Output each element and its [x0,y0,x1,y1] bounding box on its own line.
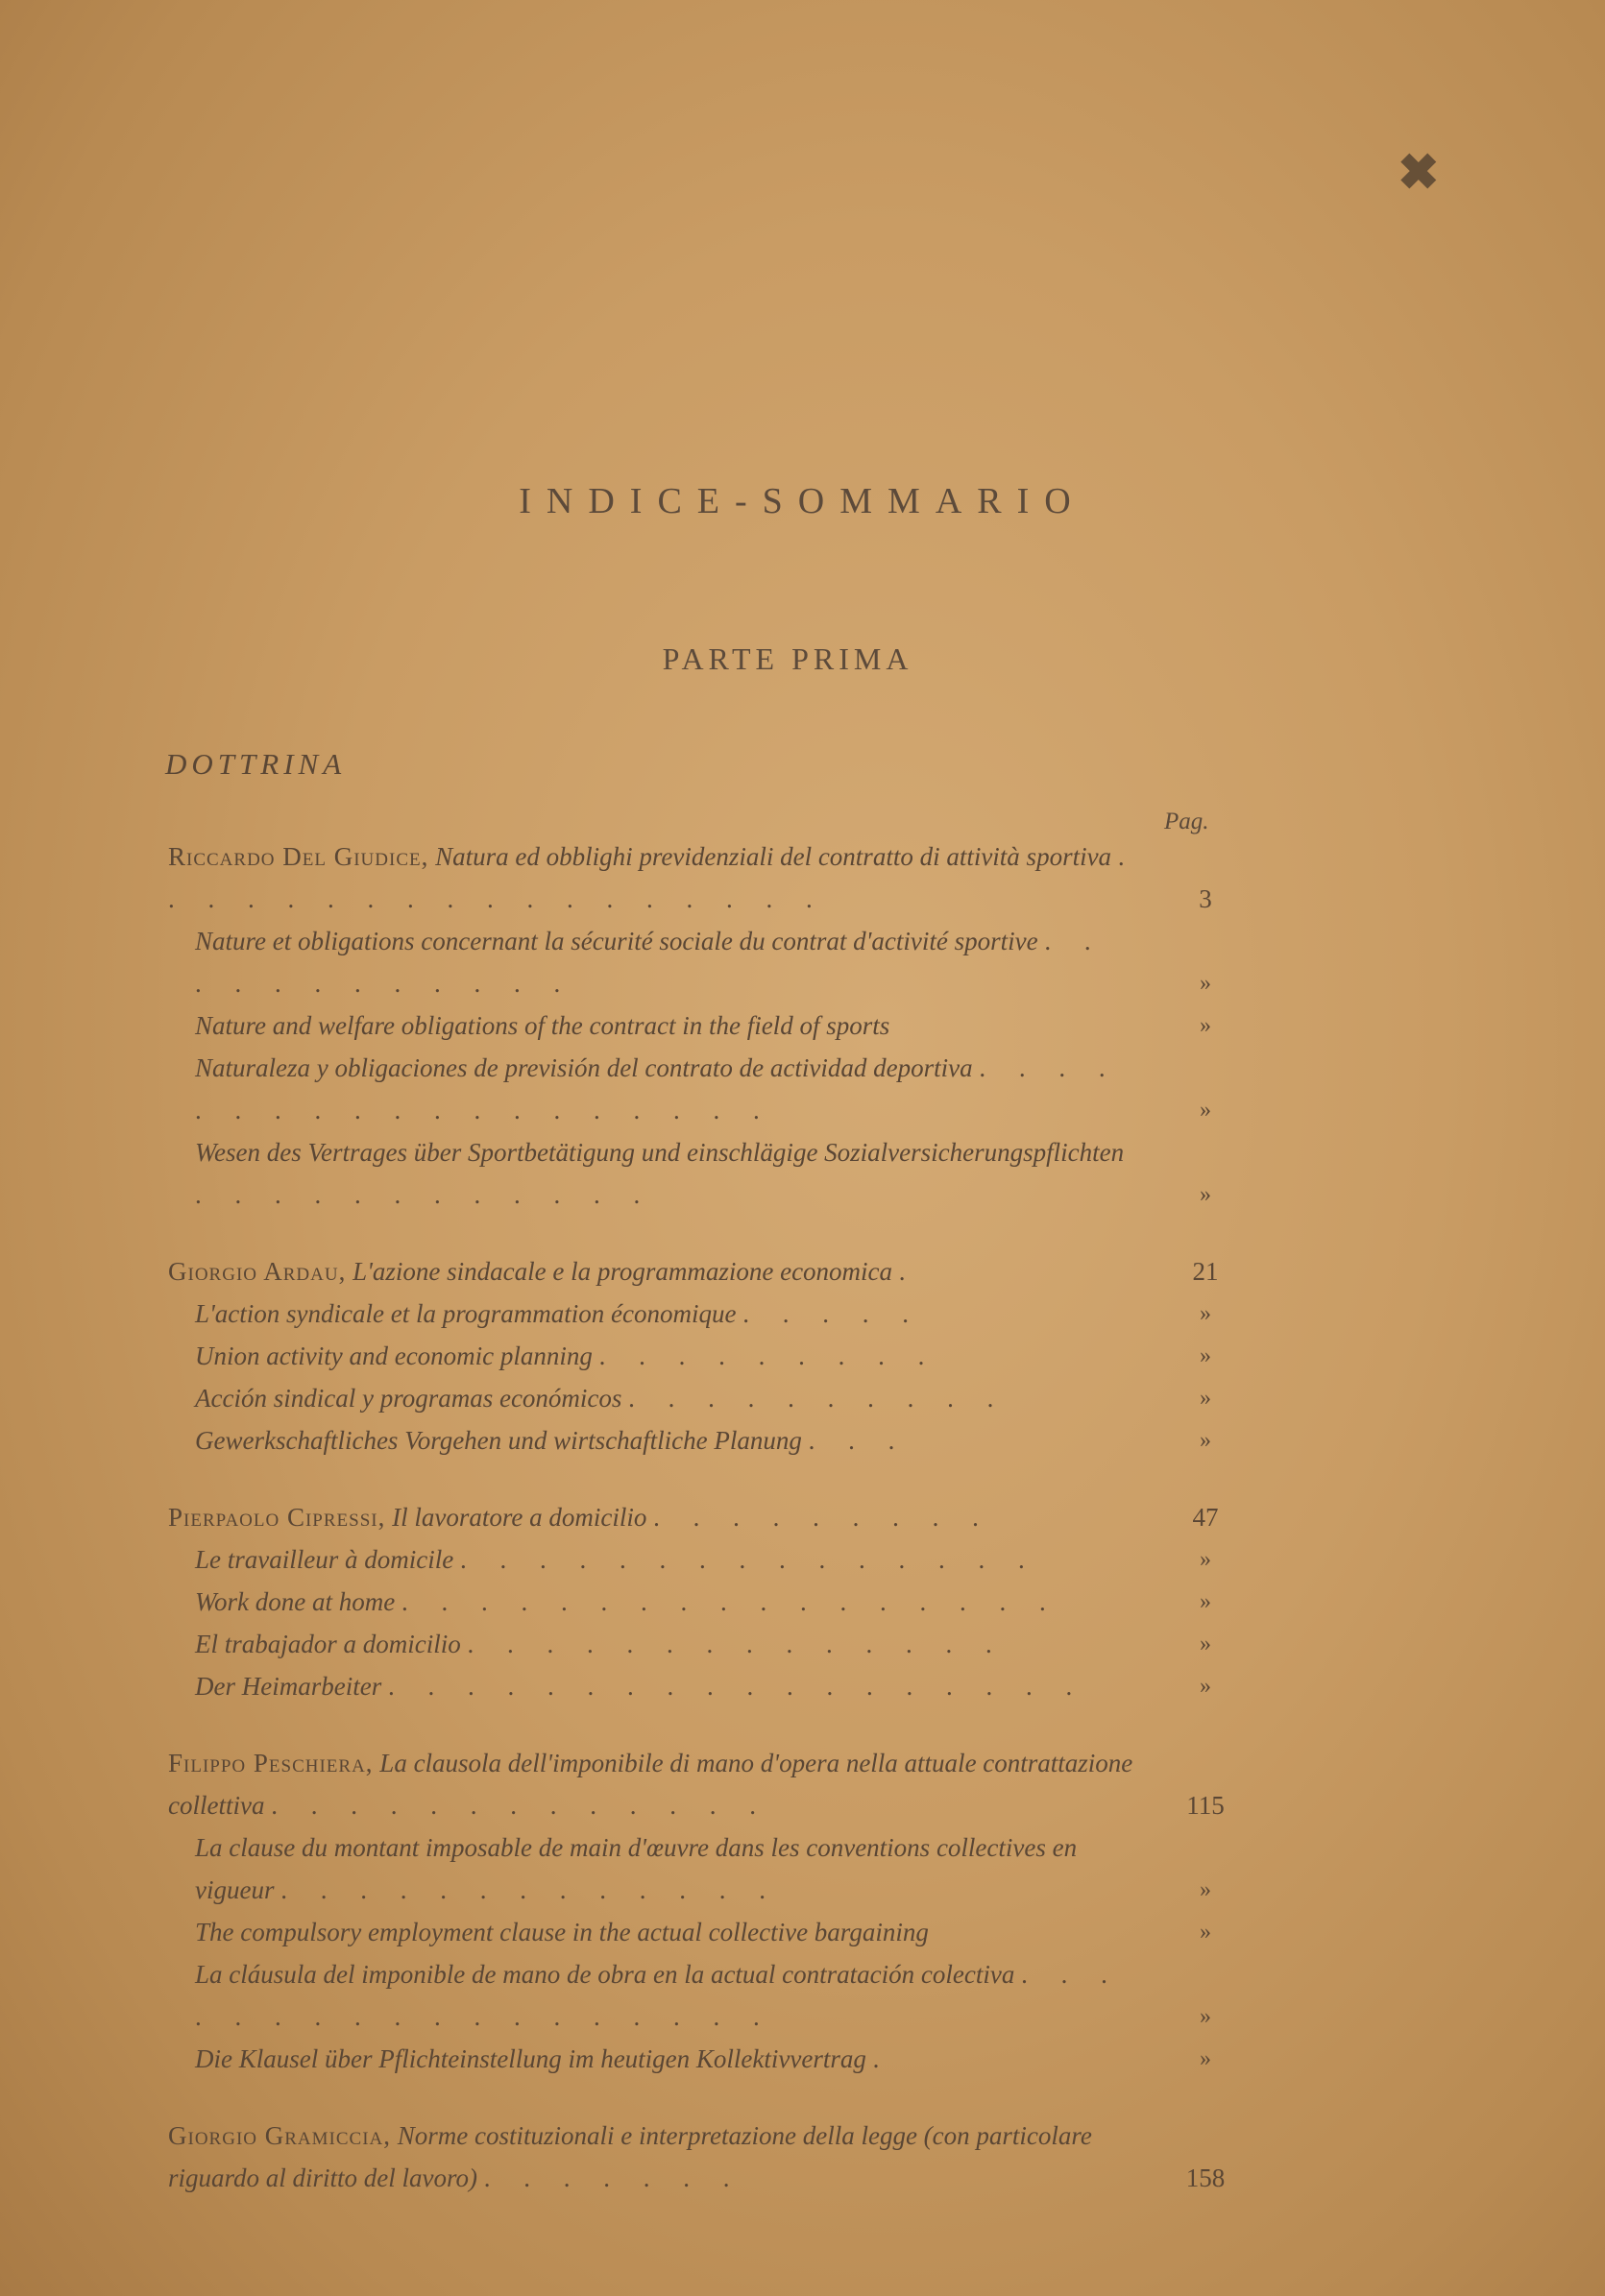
leader-dots: . . . . . . . . . . . . . . . . . . [195,1960,1121,2031]
toc-translation-line [168,1131,1234,1216]
corner-mark: ✖ [1398,146,1440,201]
entry-title: Natura ed obblighi previdenziali del contratto di attività sportiva [435,842,1112,871]
ditto-mark: » [1200,1182,1211,1207]
entry-title: Norme costituzionali e interpretazione della legge (con particolare riguardo al diritto del lavoro) [168,2121,1092,2192]
translation-title: Naturaleza y obligaciones de previsión del contrato de actividad deportiva [195,1053,973,1082]
ditto-mark: » [1200,1301,1211,1326]
toc-main-line [168,1250,1234,1293]
leader-dots: . . . . . . . . . . . . . [280,1875,779,1904]
ditto-mark: » [1200,1589,1211,1614]
translation-title: Gewerkschaftliches Vorgehen und wirtschaftliche Planung [195,1426,802,1455]
translation-title: Der Heimarbeiter [195,1672,382,1701]
toc-translation-line [168,1826,1234,1911]
leader-dots: . . . . . . . . . . . . . . . . . [401,1587,1059,1616]
leader-dots: . . . . . [742,1299,922,1328]
page-column-label: Pag. [1164,809,1209,834]
ditto-mark: » [1200,1674,1211,1699]
toc-translation-line [168,1419,1234,1462]
toc-main-line [168,835,1234,920]
entry-author: Pierpaolo Cipressi, [168,1503,386,1532]
ditto-mark: » [1200,2046,1211,2071]
toc-translation-line [168,1953,1234,2038]
toc-entry [168,2115,1234,2199]
toc-translation-line [168,1004,1234,1047]
toc-main-line [168,1496,1234,1538]
toc-translation-line [168,1377,1234,1419]
leader-dots: . [898,1257,919,1286]
toc-main-line [168,2115,1234,2199]
toc-translation-line [168,1581,1234,1623]
translation-title: La cláusula del imponible de mano de obra en la actual contratación colectiva [195,1960,1015,1989]
entry-page-number: 47 [1192,1503,1219,1532]
translation-title: La clause du montant imposable de main d'œuvre dans les conventions collectives en vigueur [195,1833,1078,1904]
leader-dots: . . . . . . . [483,2163,743,2192]
entry-author: Giorgio Gramiccia, [168,2121,391,2150]
leader-dots: . . . . . . . . . . . . [195,1180,654,1209]
entry-page-number: 115 [1186,1791,1225,1820]
ditto-mark: » [1200,1098,1211,1123]
toc-translation-line [168,1623,1234,1665]
translation-title: Union activity and economic planning [195,1341,593,1370]
leader-dots: . . . . . . . . . . . . . . . . . . [387,1672,1086,1701]
toc-translation-line [168,920,1234,1004]
leader-dots: . . . . . . . . . . . . . . [467,1630,1006,1658]
ditto-mark: » [1200,1343,1211,1368]
toc-entry [168,1496,1234,1707]
entry-page-number: 21 [1192,1257,1219,1286]
entry-title: Il lavoratore a domicilio [392,1503,647,1532]
toc-translation-line [168,1911,1234,1953]
entry-author: Giorgio Ardau, [168,1257,347,1286]
toc-translation-line [168,2038,1234,2080]
toc-translation-line [168,1047,1234,1131]
translation-title: Le travailleur à domicile [195,1545,454,1574]
translation-title: The compulsory employment clause in the actual collective bargaining [195,1918,929,1946]
ditto-mark: » [1200,1920,1211,1945]
leader-dots: . . . . . . . . . . . . . . . . . . . [195,1053,1119,1124]
translation-title: L'action syndicale et la programmation économique [195,1299,737,1328]
translation-title: Work done at home [195,1587,396,1616]
toc-translation-line [168,1538,1234,1581]
ditto-mark: » [1200,2004,1211,2029]
toc-entry [168,835,1234,1216]
toc-translation-line [168,1335,1234,1377]
entry-title: La clausola dell'imponibile di mano d'opera nella attuale contrattazione collettiva [168,1749,1133,1820]
entry-title: L'azione sindacale e la programmazione economica [353,1257,893,1286]
toc-translation-line [168,1293,1234,1335]
leader-dots: . . . . . . . . . . . . . . . [459,1545,1038,1574]
leader-dots: . . . . . . . . . [598,1341,938,1370]
leader-dots: . . . . . . . . . . . . [195,927,1105,998]
leader-dots: . . . . . . . . . . . . . [271,1791,769,1820]
toc-list [168,835,1234,2234]
translation-title: Acción sindical y programas económicos [195,1384,622,1413]
ditto-mark: » [1200,1428,1211,1453]
translation-title: Nature et obligations concernant la sécurité sociale du contrat d'activité sportive [195,927,1038,955]
entry-page-number: 158 [1185,2163,1226,2192]
toc-main-line [168,1742,1234,1826]
entry-author: Riccardo Del Giudice, [168,842,429,871]
ditto-mark: » [1200,1547,1211,1572]
toc-entry [168,1250,1234,1462]
ditto-mark: » [1200,971,1211,996]
leader-dots: . . . . . . . . . . [628,1384,1008,1413]
leader-dots: . . . . . . . . . [653,1503,992,1532]
translation-title: Nature and welfare obligations of the contract in the field of sports [195,1011,890,1040]
ditto-mark: » [1200,1013,1211,1038]
leader-dots: . . . . . . . . . . . . . . . . . . [168,842,1138,913]
toc-translation-line [168,1665,1234,1707]
translation-title: El trabajador a domicilio [195,1630,461,1658]
page-title: INDICE-SOMMARIO [519,481,1086,521]
translation-title: Wesen des Vertrages über Sportbetätigung und einschlägige Sozialversicherungspflichten [195,1138,1125,1167]
toc-entry [168,1742,1234,2080]
part-heading: PARTE PRIMA [662,641,913,676]
ditto-mark: » [1200,1877,1211,1902]
translation-title: Die Klausel über Pflichteinstellung im heutigen Kollektivvertrag [195,2044,866,2073]
entry-page-number: 3 [1199,884,1212,913]
leader-dots: . . . [808,1426,909,1455]
section-heading: DOTTRINA [165,747,347,781]
entry-author: Filippo Peschiera, [168,1749,374,1777]
ditto-mark: » [1200,1631,1211,1656]
leader-dots: . [872,2044,893,2073]
ditto-mark: » [1200,1386,1211,1411]
